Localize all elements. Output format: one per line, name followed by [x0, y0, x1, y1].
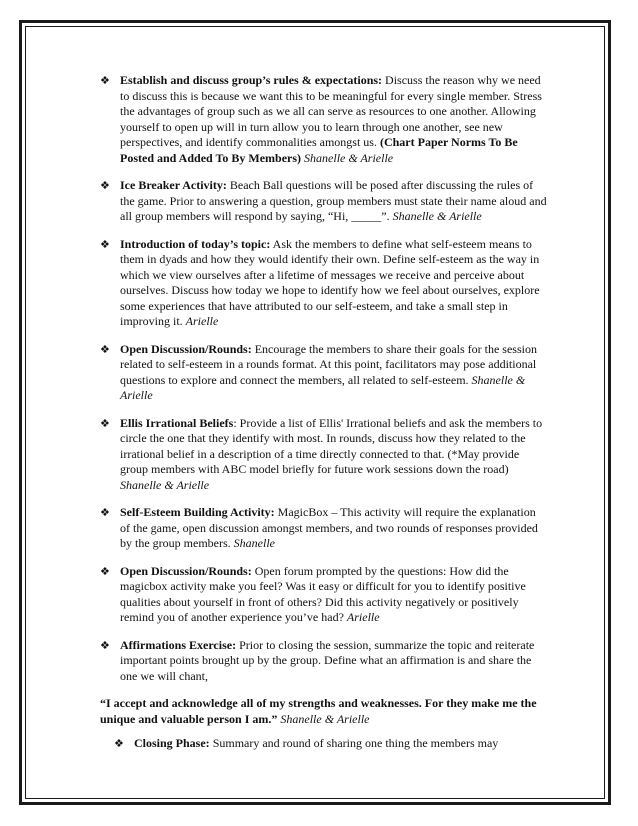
item-heading: Open Discussion/Rounds:: [120, 341, 252, 356]
item-body: MagicBox – This activity will require the explanation of the game, open discussion amongst members, and two rounds of responses provided by the group members.: [120, 505, 538, 550]
agenda-item-open-discussion-1: [100, 342, 548, 404]
diamond-bullet-icon: ❖: [100, 416, 110, 430]
item-presenter: Shanelle & Arielle: [301, 150, 394, 165]
quote-text: “I accept and acknowledge all of my strengths and weaknesses. For they make me the unique and valuable person I am.”: [100, 696, 537, 726]
item-body: Ask the members to define what self-esteem means to them in dyads and how they would identify their own. Define self-esteem as the way in which we view ourselves after a lifetime of messages we receive and perceive about ourselves. Discuss how today we hope to identify how we feel about ourselves, explore some experiences that have attributed to our self-esteem, and take a small step in improving it.: [120, 236, 540, 328]
item-heading: Open Discussion/Rounds:: [120, 563, 252, 578]
agenda-item-rules: [100, 73, 548, 166]
agenda-item-closing: [114, 736, 548, 752]
agenda-item-introduction: [100, 237, 548, 330]
agenda-item-self-esteem-activity: [100, 505, 548, 552]
diamond-bullet-icon: ❖: [100, 74, 110, 87]
item-body: : Provide a list of Ellis' Irrational beliefs and ask the members to circle the one that they identify with most. In rounds, discuss how they related to the irrational belief in a description of a time directly connected to that. (*May provide group members with ABC model briefly for future work sessions down the road): [120, 415, 543, 476]
item-presenter: Shanelle & Arielle: [120, 372, 526, 402]
diamond-bullet-icon: ❖: [100, 237, 110, 251]
item-presenter: Shanelle & Arielle: [392, 209, 482, 223]
item-presenter: Arielle: [346, 610, 380, 624]
item-heading: Ice Breaker Activity:: [120, 178, 227, 192]
item-presenter: Shanelle: [233, 536, 275, 550]
item-presenter: Shanelle & Arielle: [120, 477, 210, 492]
affirmation-quote: [100, 696, 548, 727]
diamond-bullet-icon: ❖: [100, 179, 110, 192]
item-heading: Ellis Irrational Beliefs: [120, 415, 234, 430]
agenda-item-ellis-beliefs: [100, 416, 548, 494]
diamond-bullet-icon: ❖: [100, 638, 110, 652]
quote-presenter: Shanelle & Arielle: [277, 711, 370, 726]
item-body: Beach Ball questions will be posed after discussing the rules of the game. Prior to answering a question, group members must state their name aloud and all group members will respond by saying, “Hi, _____”.: [120, 178, 547, 223]
agenda-content: [100, 73, 548, 764]
item-body: Open forum prompted by the questions: How did the magicbox activity make you feel? Was it easy or difficult for you to identify positive qualities about yourself in front of others? Did this activity negatively or positively remind you of another experience you’ve had?: [120, 563, 526, 624]
item-heading: Self-Esteem Building Activity:: [120, 505, 275, 519]
agenda-item-affirmations: [100, 638, 548, 685]
item-bold-note: (Chart Paper Norms To Be Posted and Added To By Members): [120, 135, 518, 165]
diamond-bullet-icon: ❖: [100, 564, 110, 578]
item-body: Summary and round of sharing one thing the members may: [209, 736, 499, 750]
agenda-item-open-discussion-2: [100, 564, 548, 626]
item-heading: Establish and discuss group’s rules & expectations:: [120, 73, 383, 87]
diamond-bullet-icon: ❖: [114, 737, 124, 750]
item-heading: Affirmations Exercise:: [120, 637, 237, 652]
item-body: Discuss the reason why we need to discuss this is because we want this to be meaningful for every single member. Stress the advantages of group such as we all can serve as resources to one another. Allowing yourself to open up will in turn allow you to learn through one another, see new perspectives, and identify commonalities amongst us.: [120, 73, 542, 149]
diamond-bullet-icon: ❖: [100, 342, 110, 356]
item-heading: Introduction of today’s topic:: [120, 236, 271, 251]
diamond-bullet-icon: ❖: [100, 506, 110, 519]
item-body: Prior to closing the session, summarize the topic and reiterate important points brought up by the group. Define what an affirmation is and share the one we will chant,: [120, 637, 535, 683]
item-body: Encourage the members to share their goals for the session related to self-esteem in a rounds format. At this point, facilitators may pose additional questions to explore and connect the members, all related to self-esteem.: [120, 341, 537, 387]
item-presenter: Arielle: [185, 314, 219, 328]
agenda-item-icebreaker: [100, 178, 548, 225]
item-heading: Closing Phase:: [134, 736, 210, 750]
